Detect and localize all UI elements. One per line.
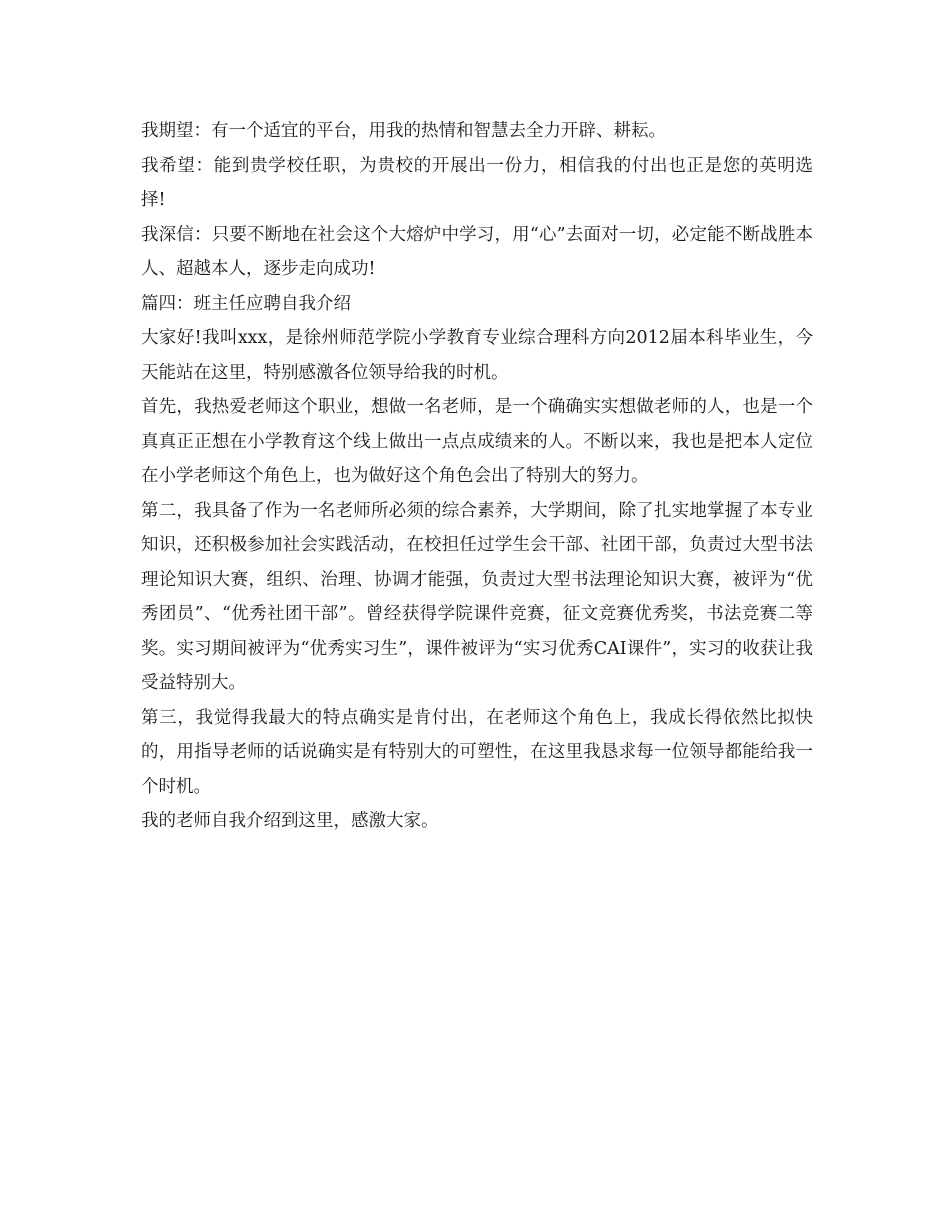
paragraph-greeting: 大家好!我叫xxx，是徐州师范学院小学教育专业综合理科方向2012届本科毕业生，今天能站在这里，特别感激各位领导给我的时机。	[141, 328, 813, 383]
paragraph-third: 第三，我觉得我最大的特点确实是肯付出，在老师这个角色上，我成长得依然比拟快的，用指导老师的话说确实是有特别大的可塑性，在这里我恳求每一位领导都能给我一个时机。	[141, 707, 813, 797]
document-body	[141, 114, 813, 839]
paragraph-closing: 我的老师自我介绍到这里，感激大家。	[141, 811, 439, 831]
paragraph-expectation: 我期望：有一个适宜的平台，用我的热情和智慧去全力开辟、耕耘。	[141, 121, 666, 141]
paragraph-belief: 我深信：只要不断地在社会这个大熔炉中学习，用“心”去面对一切，必定能不断战胜本人、超越本人，逐步走向成功!	[141, 224, 813, 279]
paragraph-first: 首先，我热爱老师这个职业，想做一名老师，是一个确确实实想做老师的人，也是一个真真正正想在小学教育这个线上做出一点点成绩来的人。不断以来，我也是把本人定位在小学老师这个角色上，也为做好这个角色会出了特别大的努力。	[141, 397, 813, 486]
paragraph-hope: 我希望：能到贵学校任职，为贵校的开展出一份力，相信我的付出也正是您的英明选择!	[141, 155, 813, 210]
section-heading: 篇四：班主任应聘自我介绍	[141, 293, 351, 314]
paragraph-second: 第二，我具备了作为一名老师所必须的综合素养，大学期间，除了扎实地掌握了本专业知识，还积极参加社会实践活动，在校担任过学生会干部、社团干部，负责过大型书法理论知识大赛，组织、治理、协调才能强，负责过大型书法理论知识大赛，被评为“优秀团员”、“优秀社团干部”。曾经获得学院课件竞赛，征文竞赛优秀奖，书法竞赛二等奖。实习期间被评为“优秀实习生”，课件被评为“实习优秀CAI课件”，实习的收获让我受益特别大。	[141, 500, 813, 693]
